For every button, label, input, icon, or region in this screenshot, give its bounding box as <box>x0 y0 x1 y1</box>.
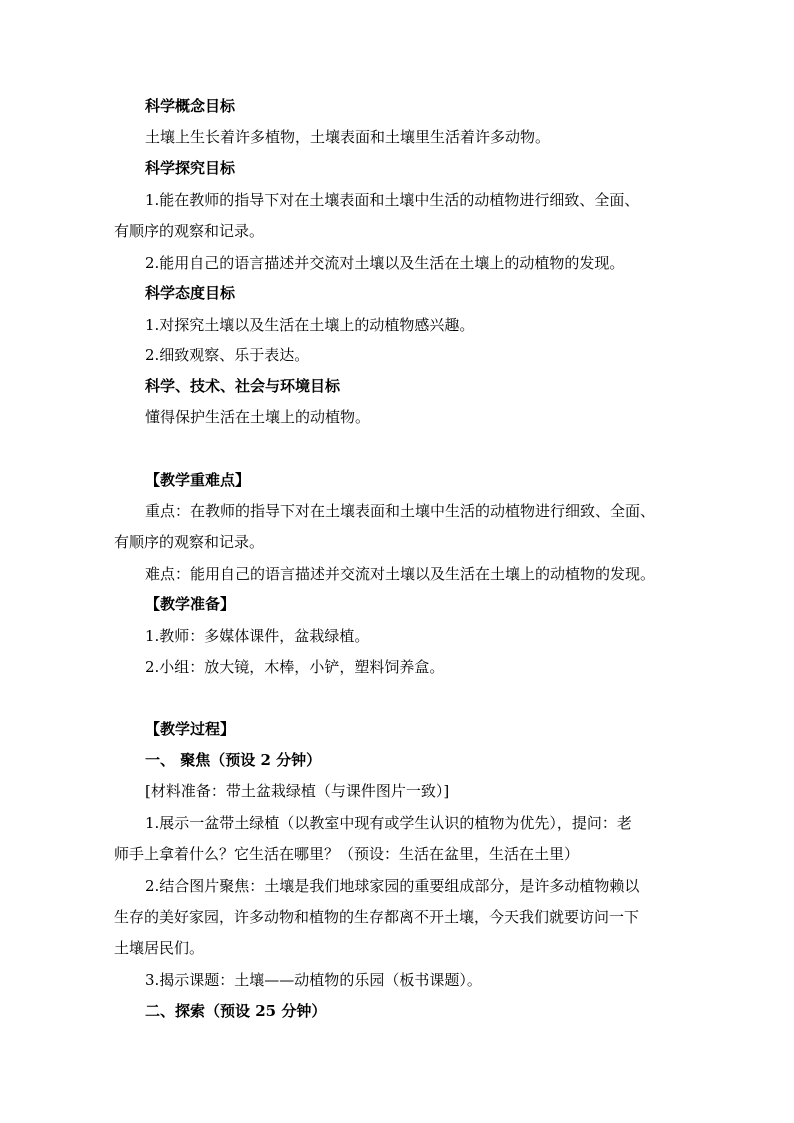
process-item-2-cont-1: 生存的美好家园，许多动物和植物的生存都离不开土壤，今天我们就要访问一下 <box>114 908 640 926</box>
process-step-2-heading: 二、探索（预设 25 分钟） <box>145 1002 327 1020</box>
process-step-1-heading: 一、 聚焦（预设 2 分钟） <box>145 751 322 769</box>
process-item-2-cont-2: 土壤居民们。 <box>114 939 205 957</box>
inquiry-objective-heading: 科学探究目标 <box>145 159 236 177</box>
process-heading: 【教学过程】 <box>145 720 236 738</box>
stse-objective-heading: 科学、技术、社会与环境目标 <box>145 377 341 395</box>
attitude-objective-heading: 科学态度目标 <box>145 284 236 302</box>
inquiry-objective-item-1-cont: 有顺序的观察和记录。 <box>114 222 265 240</box>
inquiry-objective-item-2: 2.能用自己的语言描述并交流对土壤以及生活在土壤上的动植物的发现。 <box>145 254 625 272</box>
attitude-objective-item-2: 2.细致观察、乐于表达。 <box>145 346 310 364</box>
process-item-3: 3.揭示课题：土壤——动植物的乐园（板书课题）。 <box>145 971 482 989</box>
key-point-focus: 重点：在教师的指导下对在土壤表面和土壤中生活的动植物进行细致、全面、 <box>145 502 656 520</box>
inquiry-objective-item-1: 1.能在教师的指导下对在土壤表面和土壤中生活的动植物进行细致、全面、 <box>145 191 640 209</box>
attitude-objective-item-1: 1.对探究土壤以及生活在土壤上的动植物感兴趣。 <box>145 316 475 334</box>
preparation-heading: 【教学准备】 <box>145 595 236 613</box>
process-item-2: 2.结合图片聚焦：土壤是我们地球家园的重要组成部分，是许多动植物赖以 <box>145 877 640 895</box>
key-point-difficulty: 难点：能用自己的语言描述并交流对土壤以及生活在土壤上的动植物的发现。 <box>145 565 656 583</box>
concept-objective-heading: 科学概念目标 <box>145 97 236 115</box>
process-item-1: 1.展示一盆带土绿植（以教室中现有或学生认识的植物为优先），提问：老 <box>145 814 632 832</box>
key-point-focus-cont: 有顺序的观察和记录。 <box>114 533 265 551</box>
preparation-group: 2.小组：放大镜，木棒，小铲，塑料饲养盒。 <box>145 658 445 676</box>
process-materials: [材料准备：带土盆栽绿植（与课件图片一致）] <box>145 782 450 800</box>
preparation-teacher: 1.教师：多媒体课件，盆栽绿植。 <box>145 627 370 645</box>
key-points-heading: 【教学重难点】 <box>145 471 251 489</box>
process-item-1-cont: 师手上拿着什么？它生活在哪里？（预设：生活在盆里，生活在土里） <box>114 845 580 863</box>
concept-objective-text: 土壤上生长着许多植物，土壤表面和土壤里生活着许多动物。 <box>145 128 551 146</box>
stse-objective-text: 懂得保护生活在土壤上的动植物。 <box>145 408 371 426</box>
